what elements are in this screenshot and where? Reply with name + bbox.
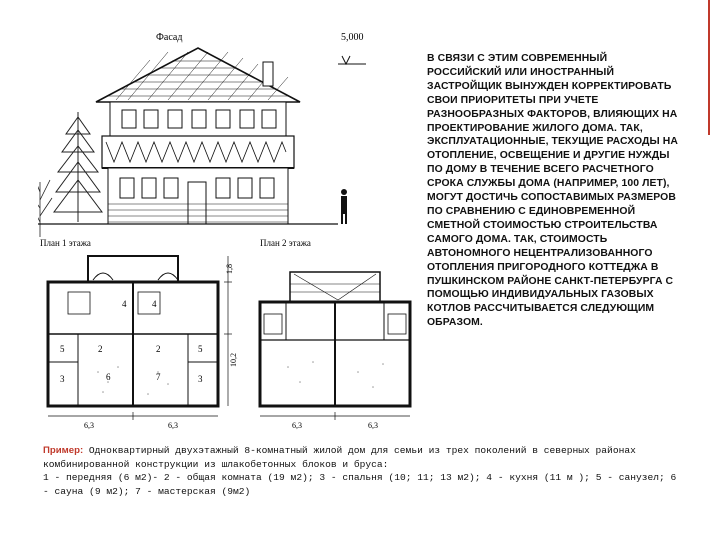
body-paragraph: В СВЯЗИ С ЭТИМ СОВРЕМЕННЫЙ РОССИЙСКИЙ ИЛИ ИНОСТРАННЫЙ ЗАСТРОЙЩИК ВЫНУЖДЕН КОРРЕКТИРОВАТЬ СВОИ ПРИОРИТЕТЫ ПРИ УЧЕТЕ РАЗНООБРАЗНЫХ ФАКТОРОВ, ВЛИЯЮЩИХ НА ПРОЕКТИРОВАНИЕ ЖИЛОГО ДОМА. ТАК, ЭКСПЛУАТАЦИОННЫЕ, ТЕКУЩИЕ РАСХОДЫ НА ОТОПЛЕНИЕ, ОСВЕЩЕНИЕ И ДРУГИЕ НУЖДЫ ПО ДОМУ В ТЕЧЕНИЕ ВСЕГО РАСЧЕТНОГО СРОКА СЛУЖБЫ ДОМА (НАПРИМЕР, 100 ЛЕТ), МОГУТ ДОСТИЧЬ СОПОСТАВИМЫХ РАЗМЕРОВ ПО СРАВНЕНИЮ С ЕДИНОВРЕМЕННОЙ СМЕТНОЙ СТОИМОСТЬЮ СТРОИТЕЛЬСТВА САМОГО ДОМА. ТАК, СТОИМОСТЬ АВТОНОМНОГО НЕЦЕНТРАЛИЗОВАННОГО ОТОПЛЕНИЯ ПРИГОРОДНОГО КОТТЕДЖА В ПУШКИНСКОМ РАЙОНЕ САНКТ-ПЕТЕРБУРГА С ПОМОЩЬЮ ИНДИВИДУАЛЬНЫХ ГАЗОВЫХ КОТЛОВ РАССЧИТЫВАЕТСЯ СЛЕДУЮЩИМ ОБРАЗОМ.	[427, 53, 679, 329]
svg-text:4: 4	[152, 299, 157, 309]
dim-6-3-b: 6,3	[168, 421, 178, 430]
tree-left	[54, 112, 102, 222]
example-caption	[43, 444, 678, 498]
plan2-label: План 2 этажа	[260, 238, 311, 248]
upper-windows	[122, 110, 276, 128]
dim-6-3-a: 6,3	[84, 421, 94, 430]
svg-text:7: 7	[156, 372, 161, 382]
svg-text:2: 2	[98, 344, 103, 354]
accent-rule	[708, 0, 710, 135]
svg-text:3: 3	[198, 374, 203, 384]
caption-line2: 1 - передняя (6 м2)- 2 - общая комната (19 м2); 3 - спальня (10; 11; 13 м2); 4 - кухня (11 м ); 5 - санузел; 6 - сауна (9 м2); 7 - мастерская (9м2)	[43, 472, 677, 497]
balcony	[102, 136, 294, 168]
dim-1-8: 1,8	[225, 264, 234, 274]
plan-1	[48, 256, 218, 406]
plan-2	[260, 272, 410, 406]
dim-10-2: 10,2	[229, 353, 238, 367]
person-figure	[341, 189, 347, 224]
svg-text:4: 4	[122, 299, 127, 309]
plan1-label: План 1 этажа	[40, 238, 91, 248]
architectural-drawing	[38, 22, 423, 432]
dim-6-3-d: 6,3	[368, 421, 378, 430]
plan2-dimensions	[260, 412, 410, 420]
svg-text:2: 2	[156, 344, 161, 354]
level-label: 5,000	[341, 32, 364, 43]
caption-lead: Пример:	[43, 445, 84, 456]
svg-text:5: 5	[198, 344, 203, 354]
caption-line1: Одноквартирный двухэтажный 8-комнатный жилой дом для семьи из трех поколений в северных районах комбинированной конструкции из шлакобетонных блоков и бруса:	[43, 445, 636, 470]
svg-text:5: 5	[60, 344, 65, 354]
house-drawing	[38, 22, 423, 432]
svg-text:6: 6	[106, 372, 111, 382]
roof	[96, 48, 300, 102]
tree-right	[38, 172, 52, 237]
dim-6-3-c: 6,3	[292, 421, 302, 430]
facade-label: Фасад	[156, 32, 183, 43]
svg-text:3: 3	[60, 374, 65, 384]
